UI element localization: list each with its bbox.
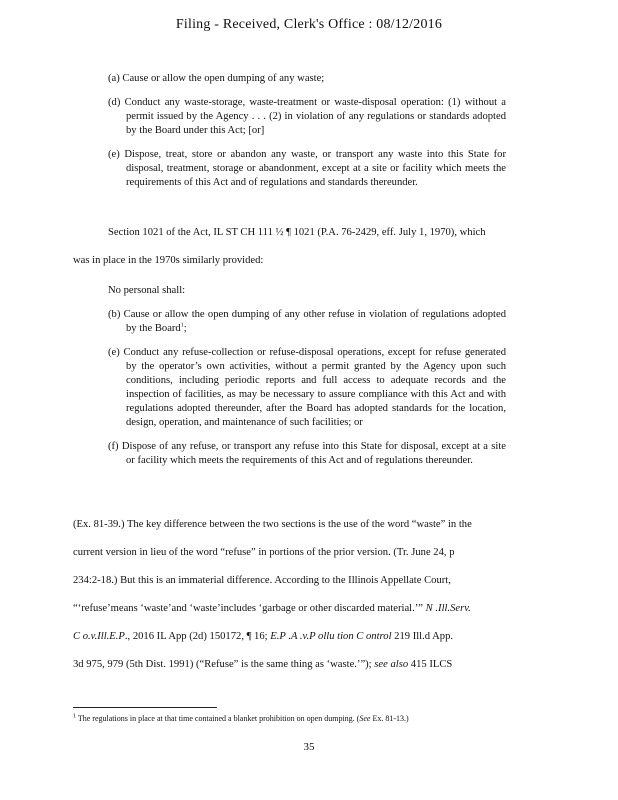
second-case-citation-name: E.P .A .v.P ollu tion C ontrol: [270, 631, 392, 642]
body-paragraph-2-line-1: (Ex. 81-39.) The key difference between the two sections is the use of the word “waste” in the: [73, 519, 472, 530]
body-paragraph-1-line-1: Section 1021 of the Act, IL ST CH 111 ½ ¶ 1021 (P.A. 76-2429, eff. July 1, 1970), which: [108, 227, 486, 238]
footnote-number: 1: [73, 713, 76, 720]
quote-item-d: (d) Conduct any waste-storage, waste-treatment or waste-disposal operation: (1) without a permit issued by the Agency . . . (2) in violation of any regulations or standards adopted by the Board under this Act; [or]: [108, 97, 506, 136]
case-citation-name: N .Ill.Serv.: [425, 603, 471, 614]
body-paragraph-2-line-2: current version in lieu of the word “refuse” in portions of the prior version. (Tr. June 24, p: [73, 547, 455, 558]
body-paragraph-1-line-2: was in place in the 1970s similarly provided:: [73, 255, 264, 266]
quote-item-e: (e) Dispose, treat, store or abandon any waste, or transport any waste into this State for disposal, treatment, storage or abandonment, except at a site or facility which meets the requirements of this Act and of regulations and standards thereunder.: [108, 149, 506, 188]
footnote-see-signal: See: [359, 714, 371, 723]
second-case-reporter: 219 Ill.d App.: [394, 631, 454, 642]
body-paragraph-2-line-6: [73, 652, 541, 678]
filing-header: Filing - Received, Clerk's Office : 08/12/2016: [175, 17, 443, 32]
second-case-pinpoint: 3d 975, 979 (5th Dist. 1991) (“Refuse” is the same thing as ‘waste.’”);: [73, 659, 372, 670]
body-paragraph-2-line-4: [73, 596, 541, 622]
body-paragraph-2-line-5: [73, 624, 541, 650]
page-number: 35: [303, 741, 315, 753]
footnote-divider: [73, 707, 217, 708]
case-citation-reporter: ., 2016 IL App (2d) 150172, ¶ 16;: [124, 631, 268, 642]
quote-item-e-prior: (e) Conduct any refuse-collection or refuse-disposal operations, except for refuse generated by the operator’s own activities, without a permit granted by the Agency upon such conditions, including periodic reports and full access to adequate records and the inspection of facilities, as may be necessary to assure compliance with this Act and with regulations adopted thereunder, after the Board has adopted standards for the location, design, operation, and maintenance of such facilities; or: [108, 347, 506, 428]
refuse-definition-quote: “‘refuse’means ‘waste’and ‘waste’includes ‘garbage or other discarded material.’”: [73, 603, 424, 614]
statute-citation-start: 415 ILCS: [410, 659, 453, 670]
quote-item-f: (f) Dispose of any refuse, or transport any refuse into this State for disposal, except at a site or facility which meets the requirements of this Act and of regulations thereunder.: [108, 441, 506, 466]
body-paragraph-2-line-3: 234:2-18.) But this is an immaterial difference. According to the Illinois Appellate Court,: [73, 575, 451, 586]
see-also-signal: see also: [374, 659, 409, 670]
case-citation-name-cont: C o.v.Ill.E.P: [73, 631, 125, 642]
quote-item-a: (a) Cause or allow the open dumping of any waste;: [108, 73, 325, 84]
quote-item-b-end: ;: [183, 323, 187, 334]
quote-item-b: [108, 308, 506, 336]
quote-item-b-text: (b) Cause or allow the open dumping of any other refuse in violation of regulations adopted by the Board: [108, 309, 506, 334]
quote-intro: No personal shall:: [108, 285, 186, 296]
statute-quote-prior: [108, 284, 506, 468]
footnote-text: The regulations in place at that time contained a blanket prohibition on open dumping. (: [77, 714, 360, 723]
footnote-reference: 1: [180, 322, 184, 329]
footnote: [73, 713, 553, 724]
footnote-exhibit: Ex. 81-13.): [372, 714, 409, 723]
statute-quote-current: [108, 72, 506, 190]
